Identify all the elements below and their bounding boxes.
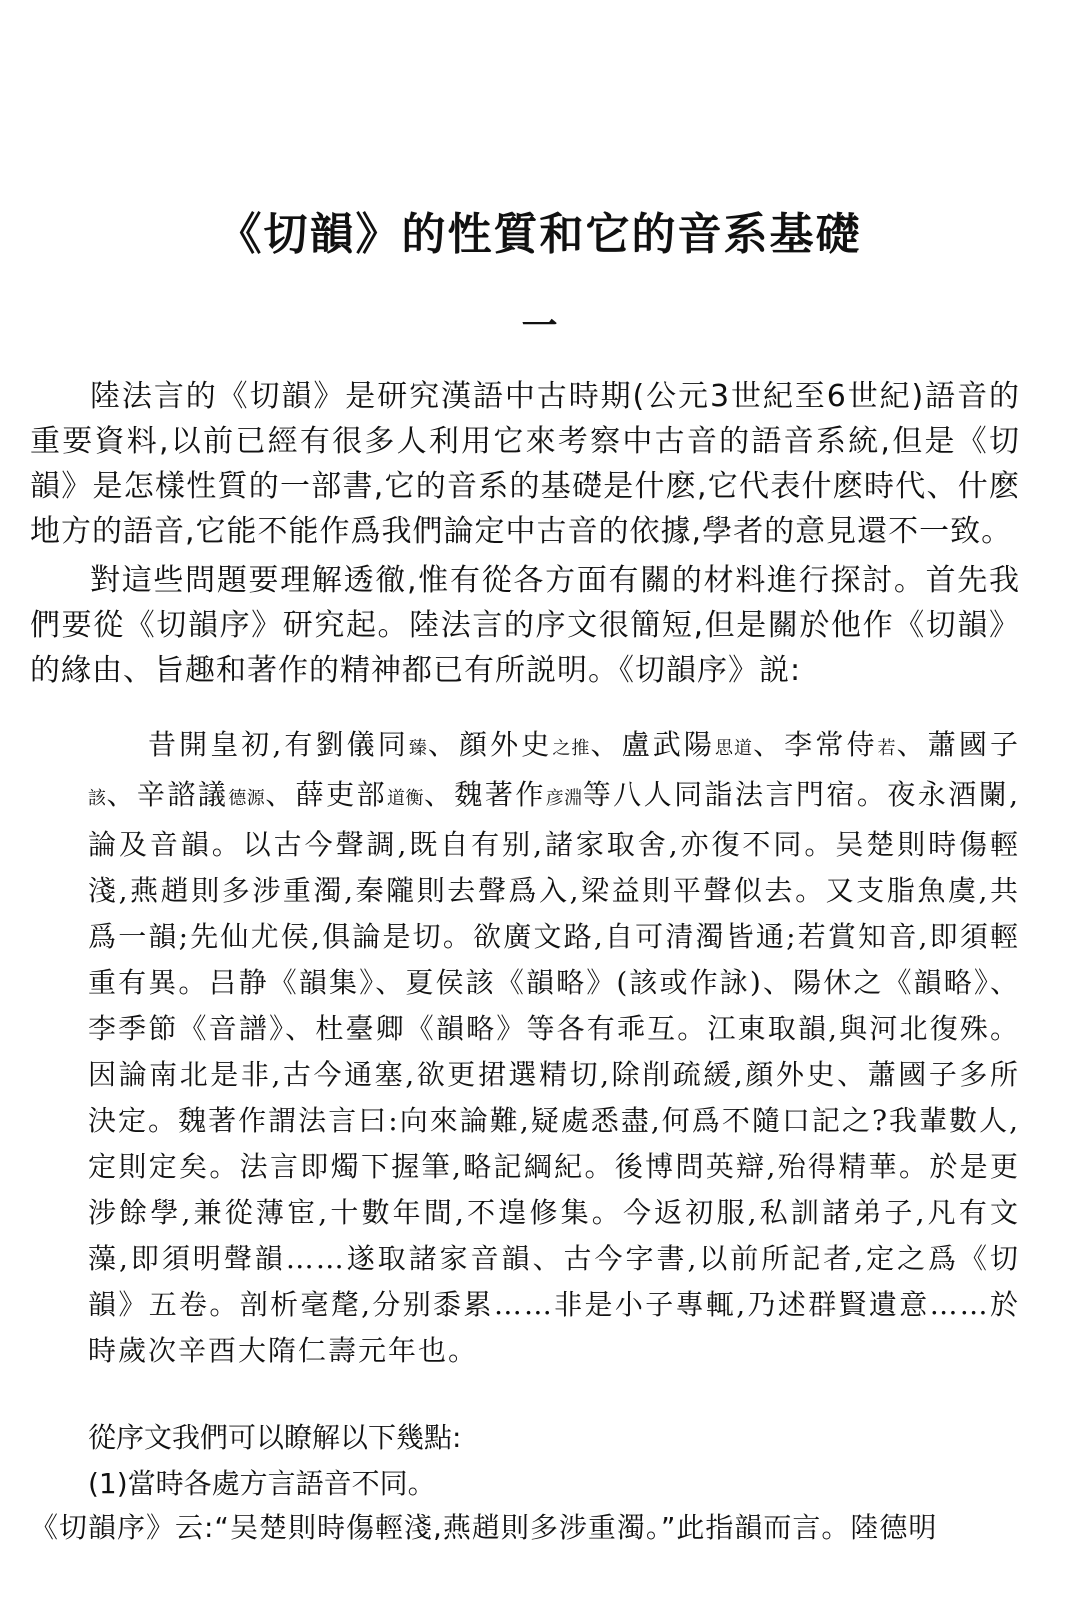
quote-text: 、魏著作 bbox=[423, 778, 546, 811]
quote-text: 、顔外史 bbox=[427, 728, 553, 761]
paragraph-1: 陸法言的《切韻》是研究漢語中古時期(公元3世紀至6世紀)語音的重要資料,以前已經有很多人利用它來考察中古音的語音系統,但是《切韻》是怎樣性質的一部書,它的音系的基礎是什麽,它代表什麽時代、什麽地方的語音,它能不能作爲我們論定中古音的依據,學者的意見還不一致。 bbox=[30, 379, 1020, 549]
quote-text: 等八人同詣法言門宿。夜永酒闌,論及音韻。以古今聲調,既自有别,諸家取舍,亦復不同。吴楚則時傷輕淺,燕趙則多涉重濁,秦隴則去聲爲入,梁益則平聲似去。又支脂魚虞,共爲一韻;先仙尤侯,俱論是切。欲廣文路,自可清濁皆通;若賞知音,即須輕重有異。吕静《韻集》、夏侯該《韻略》(該或作詠)、陽休之《韻略》、李季節《音譜》、杜臺卿《韻略》等各有乖互。江東取韻,與河北復殊。因論南北是非,古今通塞,欲更捃選精切,除削疏緩,顔外史、蕭國子多所決定。魏著作謂法言曰:向來論難,疑處悉盡,何爲不隨口記之?我輩數人,定則定矣。法言即燭下握筆,略記綱紀。後博問英辯,殆得精華。於是更涉餘學,兼從薄宦,十數年間,不遑修集。今返初服,私訓諸弟子,凡有文藻,即須明聲韻……遂取諸家音韻、古今字書,以前所記者,定之爲《切韻》五卷。剖析毫氂,分别黍累……非是小子專輒,乃述群賢遺意……於時歲次辛酉大隋仁壽元年也。 bbox=[88, 778, 1021, 1367]
quote-note: 若 bbox=[877, 738, 897, 759]
text-line-2: (1)當時各處方言語音不同。 bbox=[88, 1467, 436, 1500]
quote-text: 、薛吏部 bbox=[265, 778, 388, 811]
quote-note: 臻 bbox=[408, 738, 428, 759]
quote-note: 思道 bbox=[714, 738, 754, 759]
text-line-1: 從序文我們可以瞭解以下幾點: bbox=[88, 1421, 462, 1454]
quote-note: 之推 bbox=[552, 738, 591, 759]
quote-text: 昔開皇初,有劉儀同 bbox=[148, 728, 409, 761]
quote-text: 、辛諮議 bbox=[106, 778, 229, 811]
quote-text: 、盧武陽 bbox=[590, 728, 715, 761]
paragraph-2: 對這些問題要理解透徹,惟有從各方面有關的材料進行探討。首先我們要從《切韻序》研究起。陸法言的序文很簡短,但是關於他作《切韻》的緣由、旨趣和著作的精神都已有所説明。《切韻序》説: bbox=[30, 563, 1020, 688]
quote-text: 、李常侍 bbox=[753, 728, 878, 761]
quote-note: 德源 bbox=[228, 788, 266, 809]
block-quote bbox=[88, 722, 1020, 1374]
text-line-3: 《切韻序》云:“吴楚則時傷輕淺,燕趙則多涉重濁。”此指韻而言。陸德明 bbox=[30, 1511, 938, 1544]
page-title: 《切韻》的性質和它的音系基礎 bbox=[217, 209, 862, 260]
quote-note: 該 bbox=[88, 788, 107, 809]
quote-note: 彦淵 bbox=[545, 788, 583, 809]
quote-text: 、蕭國子 bbox=[896, 728, 1020, 761]
quote-note: 道衡 bbox=[387, 788, 424, 809]
section-number: 一 bbox=[521, 306, 558, 347]
